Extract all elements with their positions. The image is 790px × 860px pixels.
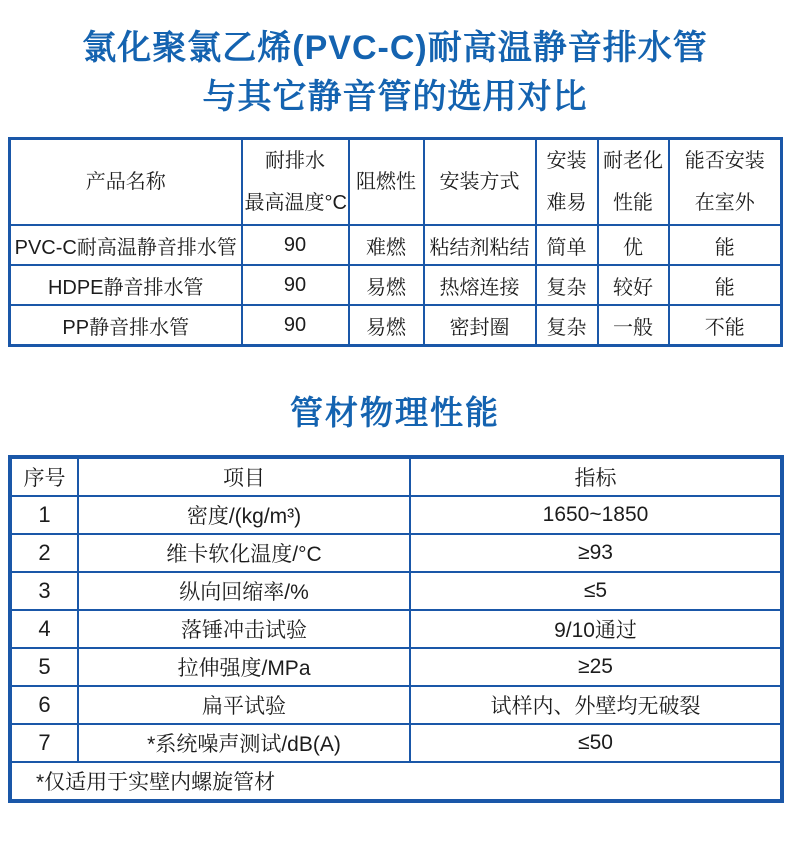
table-cell: 90 <box>242 305 349 346</box>
header-text: 性能 <box>613 192 653 214</box>
page <box>0 24 790 860</box>
table-row <box>10 534 782 572</box>
header-install-difficulty <box>536 139 598 226</box>
header-item: 项目 <box>78 457 410 496</box>
header-text: 能否安装 <box>684 150 765 172</box>
physical-header-row <box>10 457 782 496</box>
table-cell: 粘结剂粘结 <box>424 225 536 265</box>
table-cell: 易燃 <box>349 265 424 305</box>
table-cell: 6 <box>10 686 78 724</box>
table-cell: 能 <box>669 265 782 305</box>
page-title <box>0 24 790 122</box>
table-cell: 90 <box>242 265 349 305</box>
table-cell: PP静音排水管 <box>10 305 242 346</box>
table-row <box>10 496 782 534</box>
table-cell: 1650~1850 <box>410 496 782 534</box>
table-row <box>10 610 782 648</box>
table-cell: 密封圈 <box>424 305 536 346</box>
table-cell: 2 <box>10 534 78 572</box>
table-cell: 4 <box>10 610 78 648</box>
table-cell: 易燃 <box>349 305 424 346</box>
table-cell: *系统噪声测试/dB(A) <box>78 724 410 762</box>
table-cell: 1 <box>10 496 78 534</box>
table-cell: 复杂 <box>536 265 598 305</box>
page-title-line2: 与其它静音管的选用对比 <box>202 78 588 116</box>
table-cell: 优 <box>598 225 669 265</box>
table-row <box>10 648 782 686</box>
header-text: 难易 <box>546 192 587 214</box>
section-title: 管材物理性能 <box>290 394 500 431</box>
physical-properties-table <box>8 455 784 803</box>
table-row <box>10 572 782 610</box>
table-row <box>10 724 782 762</box>
header-flame-retardancy <box>349 139 424 226</box>
table-cell: 简单 <box>536 225 598 265</box>
comparison-table <box>8 137 783 347</box>
table-cell: 密度/(kg/m³) <box>78 496 410 534</box>
header-index: 序号 <box>10 457 78 496</box>
table-cell: ≤50 <box>410 724 782 762</box>
header-text: 最高温度°C <box>244 192 347 214</box>
table-cell: 复杂 <box>536 305 598 346</box>
header-product-name <box>10 139 242 226</box>
page-title-line1: 氯化聚氯乙烯(PVC-C)耐高温静音排水管 <box>82 29 708 67</box>
table-cell: 纵向回缩率/% <box>78 572 410 610</box>
table-cell: 落锤冲击试验 <box>78 610 410 648</box>
table-cell: 3 <box>10 572 78 610</box>
table-cell: ≤5 <box>410 572 782 610</box>
footnote-row <box>10 762 782 801</box>
table-row <box>10 225 782 265</box>
table-row <box>10 265 782 305</box>
table-cell: 拉伸强度/MPa <box>78 648 410 686</box>
header-text: 安装方式 <box>439 171 520 193</box>
header-text: 阻燃性 <box>356 171 416 193</box>
table-row <box>10 686 782 724</box>
header-max-temp <box>242 139 349 226</box>
table-cell: 难燃 <box>349 225 424 265</box>
table-cell: 5 <box>10 648 78 686</box>
table-cell: 试样内、外壁均无破裂 <box>410 686 782 724</box>
header-text: 耐老化 <box>603 150 663 172</box>
header-text: 在室外 <box>694 192 755 214</box>
table-cell: 扁平试验 <box>78 686 410 724</box>
header-outdoor-usable <box>669 139 782 226</box>
comparison-header-row <box>10 139 782 226</box>
header-aging-resistance <box>598 139 669 226</box>
table-cell: 9/10通过 <box>410 610 782 648</box>
table-cell: 一般 <box>598 305 669 346</box>
header-spec: 指标 <box>410 457 782 496</box>
table-cell: 维卡软化温度/°C <box>78 534 410 572</box>
table-cell: 较好 <box>598 265 669 305</box>
table-cell: 热熔连接 <box>424 265 536 305</box>
table-cell: 能 <box>669 225 782 265</box>
table-cell: HDPE静音排水管 <box>10 265 242 305</box>
header-text: 安装 <box>546 150 587 172</box>
header-text: 耐排水 <box>265 150 325 172</box>
table-cell: 7 <box>10 724 78 762</box>
table-cell: ≥93 <box>410 534 782 572</box>
table-cell: 不能 <box>669 305 782 346</box>
table-cell: ≥25 <box>410 648 782 686</box>
table-cell: 90 <box>242 225 349 265</box>
header-install-method <box>424 139 536 226</box>
table-footnote: *仅适用于实壁内螺旋管材 <box>10 762 782 801</box>
table-cell: PVC-C耐高温静音排水管 <box>10 225 242 265</box>
header-text: 产品名称 <box>85 171 166 193</box>
table-row <box>10 305 782 346</box>
